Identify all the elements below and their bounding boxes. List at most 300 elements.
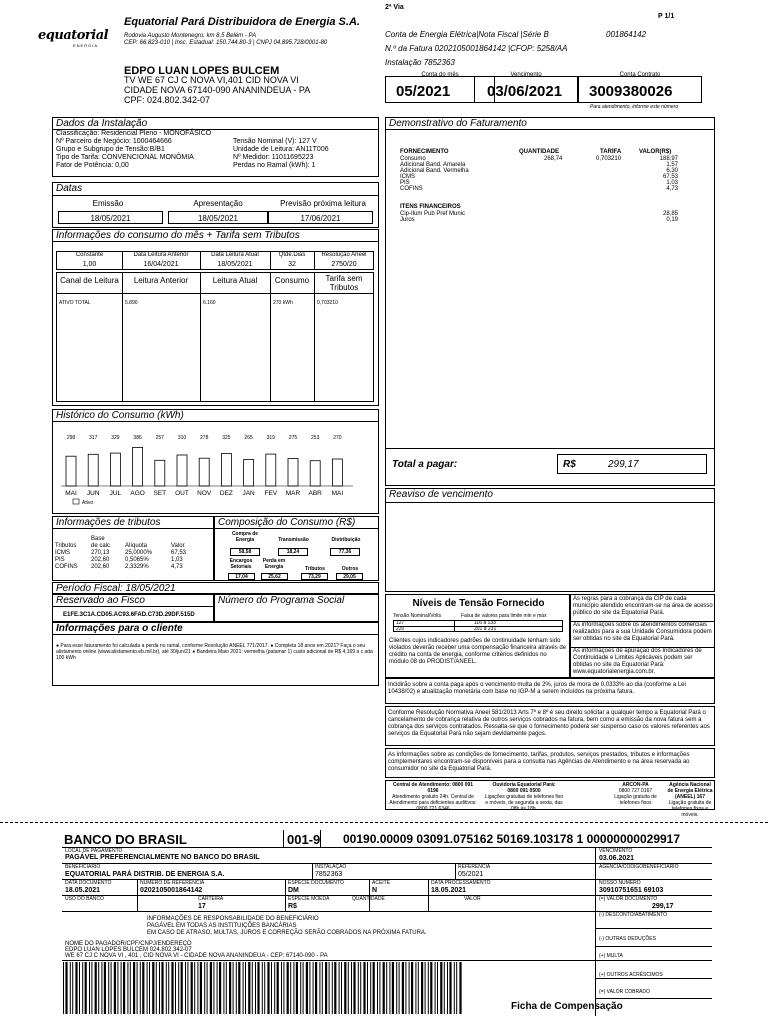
voltage-title: Níveis de Tensão Fornecido <box>412 598 545 609</box>
barcode-bar <box>370 962 371 1014</box>
consumption-bar <box>310 461 320 486</box>
social-program-title: Número do Programa Social <box>218 595 345 606</box>
logo-sub: ENERGIA <box>72 43 98 48</box>
barcode-bar <box>159 962 160 1014</box>
slip-lbl-bank-use: USO DO BANCO <box>65 896 104 902</box>
barcode-bar <box>91 962 92 1014</box>
prev-reading-value: 5.890 <box>125 300 138 306</box>
reading-unit: Unidade de Leitura: AN11T006 <box>233 146 329 153</box>
barcode-bar <box>248 962 250 1014</box>
billing-item-value: 6,30 <box>666 168 678 174</box>
bar-value-label: 310 <box>177 435 187 441</box>
slip-lbl-agency: AGÊNCIA/CÓDIGOBENEFICIÁRIO <box>599 864 679 870</box>
curr-date-label: Data Leitura Atual <box>211 252 259 258</box>
slip-lbl-proc-date: DATA PROCESSAMENTO <box>431 880 491 886</box>
barcode-bar <box>142 962 144 1014</box>
curr-date-value: 18/05/2021 <box>217 261 253 268</box>
legal-text-2: Conforme Resolução Normativa Aneel 581/2013 Arts 7º e 8º é seu direito solicitar a qualquer tempo a Equatorial Pará o cancelamento de cobrança relativa de outros serviços cobrados na fatura, bem como a emissão da nova fatura sem a cobrança dos serviços contratados. Ressalta-se que o fornecimento poderá ser suspenso caso os valores referentes aos serviços da Equatorial Pará não sejam devidamente pagos. <box>388 710 710 737</box>
contract-note: Para atendimento, informe este número <box>590 104 679 110</box>
slip-due: 03.06.2021 <box>599 855 635 862</box>
barcode-bar <box>309 962 310 1014</box>
slip-lbl-currency: ESPÉCIE MOEDA <box>288 896 330 902</box>
slip-lbl-additions: (+) OUTROS ACRÉSCIMOS <box>599 972 663 978</box>
barcode-bar <box>367 962 368 1014</box>
slip-lbl-accept: ACEITE <box>372 880 391 886</box>
barcode-bar <box>70 962 71 1014</box>
tax-base: 202,60 <box>91 557 110 563</box>
channel-label: Canal de Leitura <box>60 276 119 285</box>
slip-lbl-deductions: (-) OUTRAS DEDUÇÕES <box>599 936 656 942</box>
billing-item-label: Adicional Band. Amarela <box>400 162 466 168</box>
legal-text-1: Incidirão sobre a conta paga após o vencimento multa de 2%, juros de mora de 0,0333% ao dia (conforme a Lei 10438/02) e atualização monetária com base no IGP-M a serem incluídos na próxima fatura. <box>388 682 686 695</box>
comp-h6: Tributos <box>305 566 325 572</box>
channel-value: ATIVO TOTAL <box>59 300 91 306</box>
barcode-bar <box>411 962 413 1014</box>
prev-reading-label: Leitura Anterior <box>133 276 189 285</box>
slip-instr-2: PAGÁVEL EM TODAS AS INSTITUIÇÕES BANCÁRIAS <box>147 923 297 929</box>
barcode-bar <box>360 962 361 1014</box>
emission-label: Emissão <box>92 199 124 208</box>
bar-value-label: 298 <box>66 435 76 441</box>
slip-lbl-wallet: CARTEIRA <box>198 896 224 902</box>
barcode-bar <box>75 962 77 1014</box>
consumption-bar <box>110 453 120 486</box>
contact-2-number: 0800 091 0500 <box>507 788 541 794</box>
barcode-bar <box>104 962 106 1014</box>
slip-payer-2: WE 67 CJ C NOVA VI , 401 , CID NOVA VI - CIDADE NOVA ANANINDEUA - CEP: 67140-090 - PA <box>65 953 328 959</box>
barcode-bar <box>290 962 291 1014</box>
consumption-section <box>52 229 379 406</box>
slip-instr-3: EM CASO DE ATRASO, MULTAS, JUROS E CORREÇÃO SERÃO COBRADOS NA PRÓXIMA FATURA. <box>147 930 427 936</box>
month-label: Conta do mês <box>421 72 459 78</box>
slip-reference: 05/2021 <box>458 871 484 878</box>
barcode-bar <box>121 962 122 1014</box>
barcode-bar <box>233 962 234 1014</box>
barcode-bar <box>238 962 240 1014</box>
reserved-title: Reservado ao Fisco <box>56 595 145 606</box>
tax-col-base: Base de calc <box>91 536 111 549</box>
barcode-bar <box>303 962 304 1014</box>
total-currency: R$ <box>563 459 576 470</box>
billing-item-label: ICMS <box>400 174 415 180</box>
fiscal-period: Período Fiscal: 18/05/2021 <box>56 583 176 594</box>
slip-lbl-doc-num: NÚMERO DE REFERÊNCIA <box>140 880 205 886</box>
barcode-bar <box>415 962 416 1014</box>
reading-dates-table <box>56 251 374 270</box>
barcode-bar <box>229 962 231 1014</box>
consumption-bar <box>332 459 342 486</box>
comp-v2: 18,24 <box>278 548 308 556</box>
doc-type: Conta de Energia Elétrica|Nota Fiscal |Série B <box>385 30 549 39</box>
consumption-bar <box>199 458 209 486</box>
barcode-bar <box>236 962 237 1014</box>
barcode-bar <box>149 962 150 1014</box>
billing-item-tariff: 0,703210 <box>596 156 622 162</box>
side-info-3: As informações de apuração dos Indicadores de Continuidade e Limites Aplicáveis podem ser obtidas no site da Equatorial Pará: www.equatorialenergia.com.br. <box>573 648 702 675</box>
contact-3-number: 0800 727 0167 <box>618 788 653 794</box>
days-label: Qtde.Dias <box>278 252 306 258</box>
legal-2 <box>385 706 715 746</box>
bar-value-label: 386 <box>133 435 142 441</box>
slip-instr-1: INFORMAÇÕES DE RESPONSABILIDADE DO BENEFICIÁRIO <box>147 916 319 922</box>
month-tick-label: JAN <box>242 490 255 497</box>
company-logo <box>38 28 109 50</box>
barcode-bar <box>207 962 208 1014</box>
billing-h-value: VALOR(R$) <box>639 149 672 155</box>
legend-label: Ativo <box>82 500 94 506</box>
curr-reading-label: Leitura Atual <box>212 276 258 285</box>
barcode-bar <box>399 962 400 1014</box>
reserved-value: E1FE.3C1A.CD05.AC93.6FAD.C73D.29DF.515D <box>63 612 195 618</box>
digit-line: 00190.00009 03091.075162 50169.103178 1 00000000029917 <box>343 832 681 846</box>
barcode-bar <box>185 962 186 1014</box>
barcode-bar <box>386 962 387 1014</box>
barcode-bar <box>389 962 390 1014</box>
tariff-label: Tarifa sem Tributos <box>325 274 363 292</box>
barcode-bar <box>197 962 198 1014</box>
comp-h4: Encargos Setoriais <box>229 558 253 570</box>
barcode-bar <box>257 962 259 1014</box>
customer-address-2: CIDADE NOVA 67140-090 ANANINDEUA - PA <box>124 85 311 95</box>
barcode-bar <box>319 962 320 1014</box>
slip-payer-1: EDPO LUAN LOPES BULCEM 024.802.342-07 <box>65 947 192 953</box>
slip-wallet: 17 <box>198 903 206 910</box>
billing-item-value: 4,73 <box>666 186 678 192</box>
slip-species: DM <box>288 887 299 894</box>
branch-losses: Perdas no Ramal (kWh): 1 <box>233 162 316 169</box>
barcode-bar <box>339 962 340 1014</box>
constant-label: Constante <box>75 252 104 258</box>
barcode-bar <box>377 962 378 1014</box>
billing-item-label: Adicional Band. Vermelha <box>400 168 469 174</box>
comp-v1: 58,58 <box>230 548 260 556</box>
billing-section <box>385 117 715 486</box>
cut-line <box>0 822 768 823</box>
bar-value-label: 317 <box>89 435 98 441</box>
billing-item-label: Consumo <box>400 156 426 162</box>
barcode-bar <box>255 962 256 1014</box>
taxes-title: Informações de tributos <box>56 517 161 528</box>
legal-text-3: As informações sobre as condições de fornecimento, tarifas, produtos, serviços prestados, tributos e informações complementares encontram-se disponíveis para a consulta nas Agências de Atendimento e na área reservada ao consumidor no site da Equatorial Pará. <box>388 752 690 772</box>
barcode-bar <box>329 962 330 1014</box>
slip-beneficiary: EQUATORIAL PARÁ DISTRIB. DE ENERGIA S.A. <box>65 871 225 878</box>
month-tick-label: MAI <box>65 490 77 497</box>
meter-number: Nº Medidor: 11011695223 <box>233 154 314 161</box>
contacts-section <box>385 780 715 818</box>
billing-item-qty: 268,74 <box>544 156 563 162</box>
month-tick-label: SET <box>153 490 167 497</box>
billing-item-label: COFINS <box>400 186 423 192</box>
barcode-bar <box>63 962 64 1014</box>
slip-lbl-doc-value: (=) VALOR DOCUMENTO <box>599 896 658 902</box>
contract-value: 3009380026 <box>589 83 673 100</box>
consumption-bar <box>177 455 187 486</box>
voltage-r2a: 220 <box>396 626 405 632</box>
comp-h7: Outros <box>341 566 359 572</box>
bar-value-label: 275 <box>288 435 298 441</box>
slip-lbl-value: VALOR <box>464 896 481 902</box>
presentation-date: 18/05/2021 <box>168 211 268 224</box>
company-registration: CEP: 66.823-010 | Insc. Estadual: 150.744.80-3 | CNPJ 04.895.728/0001-80 <box>124 40 328 46</box>
fin-item-label: Cip-Ilum Pub Pref Munic <box>400 211 466 217</box>
contact-4-title: Agência Nacional de Energia Elétrica (ANEEL) 167 <box>667 782 713 800</box>
barcode-bar <box>322 962 323 1014</box>
month-tick-label: ABR <box>308 490 322 497</box>
customer-cpf: CPF: 024.802.342-07 <box>124 95 211 105</box>
nominal-voltage: Tensão Nominal (V): 127 V <box>233 138 317 145</box>
barcode-bar <box>428 962 429 1014</box>
barcode-bar <box>200 962 202 1014</box>
due-box <box>474 72 578 103</box>
side-info-2: As informações sobre os atendimentos comerciais realizados para a sua Unidade Consumidora podem ser obtidas no site da Equatorial Pará. <box>573 622 712 642</box>
month-tick-label: DEZ <box>219 490 233 497</box>
comp-h3: Distribuição <box>331 537 361 543</box>
fin-item-value: 28,85 <box>662 211 678 217</box>
tax-rate: 0,5065% <box>125 557 149 563</box>
barcode-bar <box>425 962 426 1014</box>
barcode-bar <box>130 962 131 1014</box>
barcode-bar <box>277 962 279 1014</box>
bar-value-label: 325 <box>222 435 231 441</box>
contract-box <box>578 72 702 103</box>
barcode-bar <box>226 962 227 1014</box>
month-value: 05/2021 <box>396 83 451 100</box>
constant-value: 1,00 <box>82 261 97 268</box>
bar-value-label: 278 <box>200 435 209 441</box>
side-info <box>570 594 715 678</box>
tariff-type: Tipo de Tarifa: CONVENCIONAL MONÔMIA <box>56 154 194 161</box>
comp-h1: Compra de Energia <box>231 531 259 543</box>
slip-lbl-qty: QUANTIDADE <box>352 896 385 902</box>
barcode-bar <box>95 962 97 1014</box>
tax-value: 4,73 <box>171 564 183 570</box>
client-info-section: Informações para o cliente ● Para esse faturamento foi calculada a perda no ramal, conforme Resolução ANEEL 771/2017. ● Completa 18 anos em 2021? Faça o seu alistamento online (www.alistamento.eb.mil.br), até 30/jun/21 ● Bandeira Maio 2021: vermelha (patamar 1) custo adicional de R$ 4,169 a c ada 100 kWh <box>52 622 379 686</box>
comp-v5: 25,62 <box>261 573 288 580</box>
voltage-r1a: 127 <box>396 620 405 626</box>
barcode-bar <box>191 962 193 1014</box>
consumption-bar <box>66 456 76 486</box>
due-label: Vencimento <box>510 72 542 78</box>
installation-section <box>52 117 379 177</box>
barcode-bar <box>213 962 214 1014</box>
barcode-bar <box>430 962 432 1014</box>
month-tick-label: FEV <box>264 490 278 497</box>
client-info-title: Informações para o cliente <box>56 623 183 634</box>
info-text-1: Para esse faturamento foi calculada a perda no ramal, conforme Resolução ANEEL 771/2017. <box>60 643 269 649</box>
barcode-bar <box>223 962 224 1014</box>
contact-3-text: Ligação gratuita de telefones fixos <box>614 794 657 806</box>
tax-name: ICMS <box>55 550 70 556</box>
days-value: 32 <box>288 261 296 268</box>
copy-label: 2ª Via <box>385 4 404 11</box>
barcode-bar <box>313 962 314 1014</box>
billing-item-value: 188,97 <box>659 156 678 162</box>
barcode-bar <box>334 962 336 1014</box>
consumption-bar <box>155 460 165 486</box>
consumption-bar <box>288 459 298 487</box>
slip-payer-label: NOME DO PAGADOR/CPF/CNPJ/ENDEREÇO <box>65 941 192 947</box>
barcode-bar <box>383 962 385 1014</box>
comp-v6: 73,29 <box>301 573 328 580</box>
customer-name: EDPO LUAN LOPES BULCEM <box>124 65 280 77</box>
slip-doc-date: 18.05.2021 <box>65 887 101 894</box>
side-info-1: As regras para a cobrança da CIP de cada município atendido encontram-se na área de acesso público do site da Equatorial Pará. <box>573 596 713 616</box>
barcode-bar <box>156 962 157 1014</box>
barcode-bar <box>435 962 436 1014</box>
logo-text: equatorial <box>38 28 109 43</box>
tax-rate: 25,0000% <box>125 550 153 556</box>
barcode-bar <box>306 962 308 1014</box>
tax-rate: 2,3329% <box>125 564 149 570</box>
barcode-bar <box>281 962 282 1014</box>
barcode-bar <box>296 962 298 1014</box>
bar-value-label: 253 <box>311 435 320 441</box>
barcode-bar <box>264 962 265 1014</box>
contact-1-title: Central de Atendimento: 0800 091 0196 <box>392 782 474 794</box>
slip-lbl-our-num: NOSSO NÚMERO <box>599 880 641 886</box>
barcode-bar <box>171 962 173 1014</box>
dates-section <box>52 182 379 228</box>
barcode-bar <box>152 962 154 1014</box>
fin-item-value: 0,19 <box>666 217 678 223</box>
readings-table <box>56 272 374 402</box>
contract-label: Conta Contrato <box>619 72 661 78</box>
barcode-bar <box>373 962 375 1014</box>
barcode-bar <box>108 962 109 1014</box>
barcode-bar <box>262 962 263 1014</box>
notice-section <box>385 488 715 592</box>
voltage-section <box>385 594 570 678</box>
dates-title: Datas <box>56 183 83 194</box>
classification: Classificação: Residencial Pleno - MONOFÁSICO <box>56 130 212 137</box>
month-tick-label: OUT <box>175 490 189 497</box>
installation-line: Instalação 7852363 <box>385 58 455 67</box>
barcode-bar <box>127 962 128 1014</box>
barcode-bar <box>210 962 212 1014</box>
history-title: Histórico do Consumo (kWh) <box>56 410 184 421</box>
barcode-bar <box>133 962 135 1014</box>
slip-lbl-discount: (-) DESCONTO/ABATIMENTO <box>599 912 668 918</box>
barcode-bar <box>181 962 183 1014</box>
bank-name: BANCO DO BRASIL <box>64 832 187 847</box>
barcode-bar <box>219 962 221 1014</box>
history-chart <box>53 422 378 514</box>
month-tick-label: AGO <box>130 490 145 497</box>
consumption-bar <box>88 454 98 486</box>
barcode-bar <box>217 962 218 1014</box>
month-tick-label: MAI <box>331 490 344 497</box>
slip-installation: 7852363 <box>315 871 343 878</box>
slip-lbl-species: ESPÉCIE DOCUMENTO <box>288 880 344 886</box>
slip-footer: Ficha de Compensação <box>511 1001 623 1012</box>
curr-reading-value: 6.160 <box>203 300 216 306</box>
barcode-bar <box>402 962 404 1014</box>
month-tick-label: MAR <box>285 490 301 497</box>
comp-v7: 29,05 <box>336 573 363 580</box>
legend-swatch <box>73 499 79 504</box>
slip-currency: R$ <box>288 903 297 910</box>
barcode-bar <box>344 962 346 1014</box>
info-text-2: Completa 18 anos em 2021? Faça o seu alistamento online (www.alistamento.eb.mil.br), até 30/jun/21 <box>56 643 366 655</box>
barcode-bar <box>89 962 90 1014</box>
barcode-bar <box>98 962 99 1014</box>
composition-title: Composição do Consumo (R$) <box>218 517 356 528</box>
voltage-h2: Faixa de valores para limite min e máx <box>461 613 547 619</box>
slip-our-num: 30910751651 69103 <box>599 887 664 894</box>
contact-1-text: Atendimento gratuito 24h. Central de Atendimento para deficientes auditivos: 0800 721 6346 <box>389 794 477 812</box>
comp-v3: 77,36 <box>330 548 360 556</box>
billing-h-qty: QUANTIDADE <box>519 149 559 155</box>
contact-2-title: Ouvidoria Equatorial Pará: <box>492 782 556 788</box>
comp-v4: 17,04 <box>228 573 255 580</box>
tariff-value: 0,703210 <box>317 300 338 306</box>
consumption-title: Informações do consumo do mês + Tarifa sem Tributos <box>56 230 300 241</box>
total-value: 299,17 <box>608 459 639 470</box>
slip-doc-num: 0202105001864142 <box>140 887 203 894</box>
consumption-bar <box>133 447 143 486</box>
barcode-bar <box>363 962 365 1014</box>
legal-1 <box>385 678 715 704</box>
resolution-label: Resolução Aneel <box>321 252 367 258</box>
slip-local: PAGÁVEL PREFERENCIALMENTE NO BANCO DO BRASIL <box>65 854 260 861</box>
barcode-bar <box>79 962 80 1014</box>
legal-3 <box>385 748 715 778</box>
bar-value-label: 329 <box>111 435 120 441</box>
composition-section <box>214 516 379 581</box>
reserved-section <box>52 594 214 622</box>
barcode-bar <box>341 962 342 1014</box>
barcode-bar <box>418 962 419 1014</box>
page-label: P 1/1 <box>658 13 675 20</box>
total-box <box>557 454 707 474</box>
slip-lbl-local: LOCAL DE PAGAMENTO <box>65 848 123 854</box>
comp-h5: Perda em Energia <box>262 558 286 570</box>
consumo-value: 270 kWh <box>273 300 293 306</box>
next-reading-date: 17/06/2021 <box>268 211 373 224</box>
barcode-bar <box>315 962 317 1014</box>
barcode-bar <box>440 962 442 1014</box>
consumption-bar <box>244 460 254 487</box>
tax-col-value: Valor <box>171 543 185 549</box>
barcode-bar <box>243 962 244 1014</box>
prev-date-value: 16/04/2021 <box>143 261 179 268</box>
social-program-section <box>214 594 379 622</box>
barcode-bar <box>351 962 352 1014</box>
consumption-bar <box>266 454 276 486</box>
barcode-bar <box>140 962 141 1014</box>
total-label: Total a pagar: <box>392 459 458 470</box>
billing-h-item: FORNECIMENTO <box>400 149 449 155</box>
barcode-bar <box>178 962 179 1014</box>
barcode-bar <box>252 962 253 1014</box>
month-tick-label: JUL <box>109 490 122 497</box>
barcode-bar <box>72 962 73 1014</box>
billing-item-value: 1,03 <box>666 180 678 186</box>
barcode-bar <box>245 962 246 1014</box>
continuity-text: Clientes cujos indicadores padrões de continuidade tenham sido violados deverão receber uma compensação financeira através de crédito na conta de energia, conforme critérios definidos no módulo 08 do PRODIST/ANEEL. <box>389 638 567 665</box>
billing-item-label: PIS <box>400 180 410 186</box>
billing-title: Demonstrativo do Faturamento <box>389 118 527 129</box>
barcode-bar <box>421 962 423 1014</box>
contact-3-title: ARCON-PA <box>622 782 649 788</box>
fin-item-label: Juros <box>400 217 415 223</box>
barcode-bar <box>287 962 289 1014</box>
info-text-3: Bandeira Maio 2021: vermelha (patamar 1) custo adicional de R$ 4,169 a c ada 100 kWh <box>56 649 373 661</box>
slip-lbl-doc-date: DATA DOCUMENTO <box>65 880 112 886</box>
barcode <box>63 962 463 1014</box>
slip-lbl-fine: (+) MULTA <box>599 953 623 959</box>
month-tick-label: JUN <box>86 490 100 497</box>
